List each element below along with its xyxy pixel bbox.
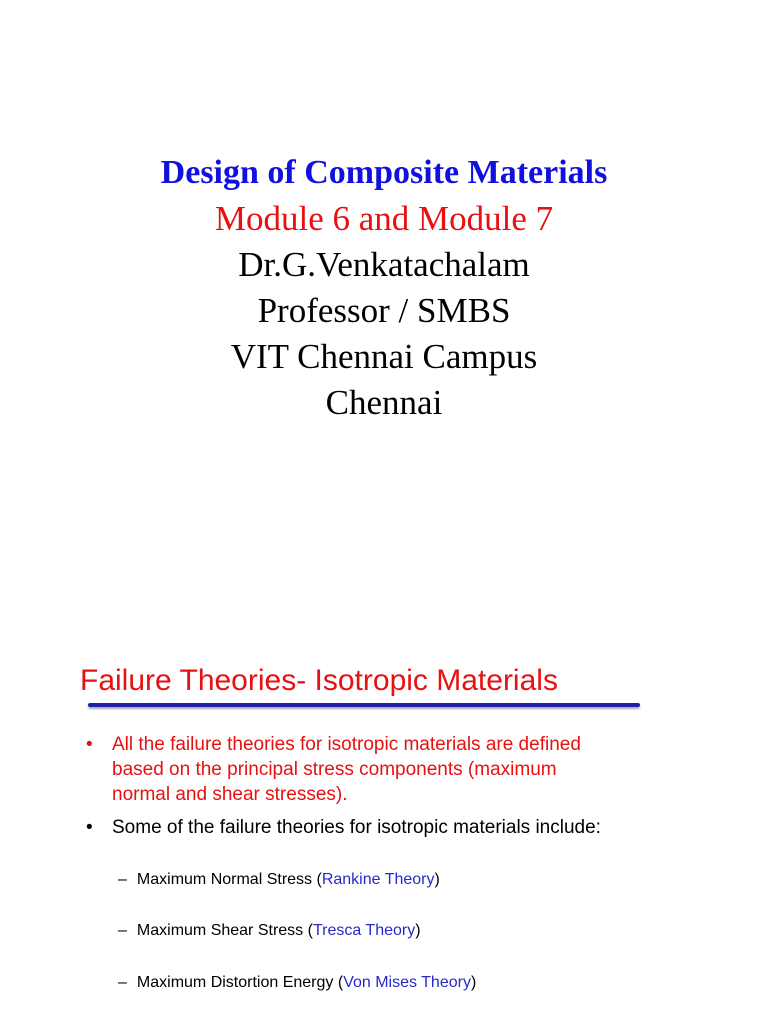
title-slide [0,150,768,426]
bullet-text [112,732,581,807]
document-title: Design of Composite Materials [160,154,608,191]
institution: VIT Chennai Campus [230,337,538,376]
bullet-text [112,815,601,840]
sub-item-theory: Rankine Theory [321,871,435,888]
bullet-line: based on the principal stress components (maximum [112,759,557,780]
city: Chennai [325,383,443,422]
heading-underline [88,703,640,707]
sub-item-von-mises: – Maximum Distortion Energy (Von Mises Theory) [118,974,477,991]
failure-theories-slide [0,655,768,1024]
sub-item-dash: – [118,974,127,991]
bullet-line: Some of the failure theories for isotropic materials include: [112,817,601,838]
sub-item-name: Maximum Shear Stress [136,922,304,939]
bullet-marker: • [86,734,93,755]
author-role: Professor / SMBS [257,291,511,330]
slide-heading: Failure Theories- Isotropic Materials [80,664,558,697]
sub-item-dash: – [118,922,127,939]
sub-item-theory: Von Mises Theory [343,974,471,991]
bullet-line: All the failure theories for isotropic materials are defined [112,734,581,755]
author-name: Dr.G.Venkatachalam [238,245,530,284]
module-label: Module 6 and Module 7 [214,199,554,238]
bullet-line: normal and shear stresses). [112,784,348,805]
sub-item-rankine: – Maximum Normal Stress (Rankine Theory) [118,871,440,888]
sub-item-theory: Tresca Theory [312,922,416,939]
sub-item-name: Maximum Normal Stress [136,871,313,888]
sub-item-tresca: – Maximum Shear Stress (Tresca Theory) [118,922,421,939]
sub-item-name: Maximum Distortion Energy [136,974,334,991]
bullet-marker: • [86,817,93,838]
sub-item-dash: – [118,871,127,888]
